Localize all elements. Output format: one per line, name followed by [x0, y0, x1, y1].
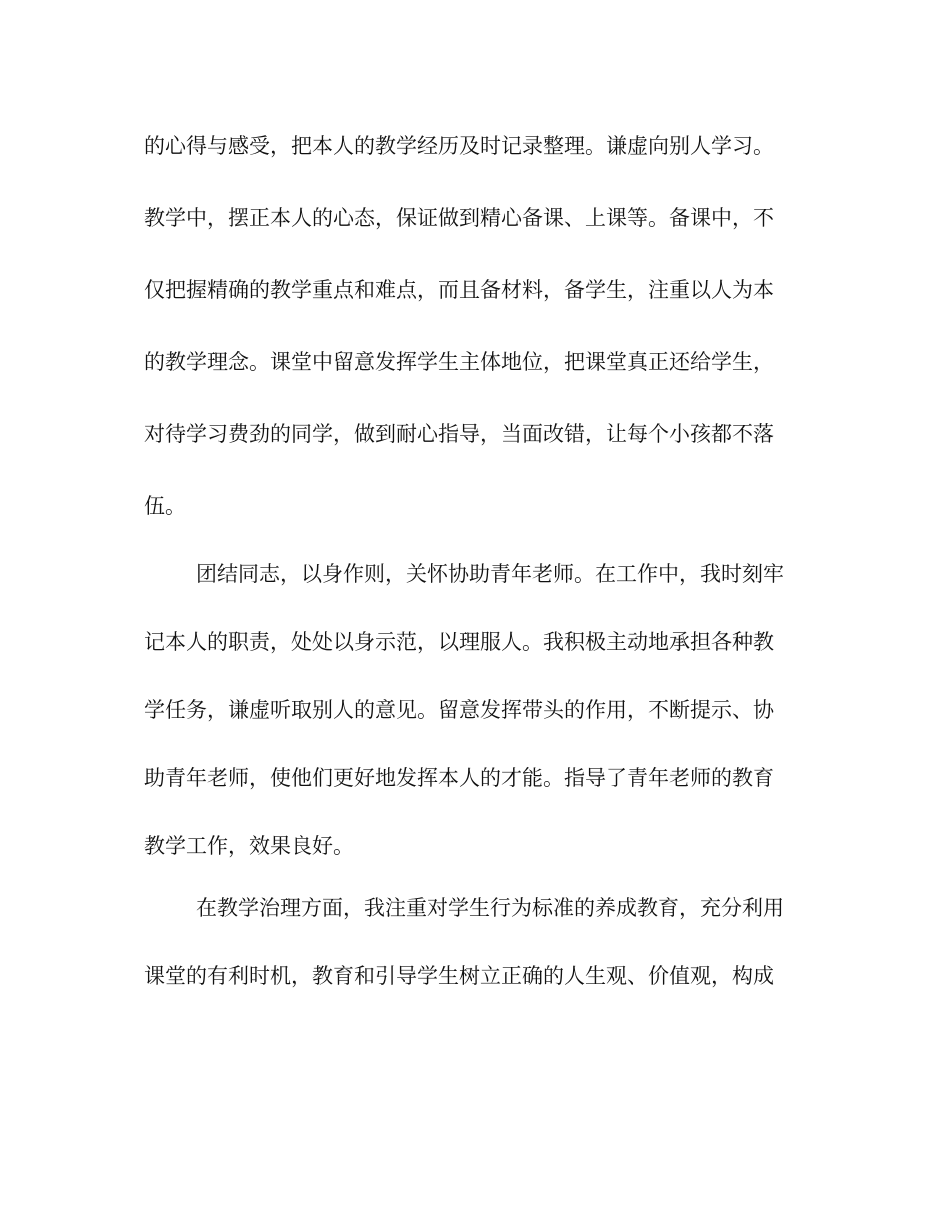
- paragraph-start-line: 在教学治理方面，我注重对学生行为标准的养成教育，充分利用: [196, 896, 784, 920]
- paragraph-start-line: 团结同志，以身作则，关怀协助青年老师。在工作中，我时刻牢: [196, 562, 784, 586]
- text-line-1: 的心得与感受，把本人的教学经历及时记录整理。谦虚向别人学习。: [144, 134, 774, 158]
- text-line-10: 助青年老师，使他们更好地发挥本人的才能。指导了青年老师的教育: [144, 766, 774, 790]
- text-line-5: 对待学习费劲的同学，做到耐心指导，当面改错，让每个小孩都不落: [144, 422, 774, 446]
- text-line-6: 伍。: [144, 494, 186, 518]
- body-text: [144, 134, 814, 988]
- text-line-11: 教学工作，效果良好。: [144, 834, 354, 858]
- text-line-2: 教学中，摆正本人的心态，保证做到精心备课、上课等。备课中，不: [144, 206, 774, 230]
- text-line-13: 课堂的有利时机，教育和引导学生树立正确的人生观、价值观，构成: [144, 964, 774, 988]
- text-line-4: 的教学理念。课堂中留意发挥学生主体地位，把课堂真正还给学生，: [144, 350, 774, 374]
- text-line-9: 学任务，谦虚听取别人的意见。留意发挥带头的作用，不断提示、协: [144, 698, 774, 722]
- text-line-3: 仅把握精确的教学重点和难点，而且备材料，备学生，注重以人为本: [144, 278, 774, 302]
- text-line-8: 记本人的职责，处处以身示范，以理服人。我积极主动地承担各种教: [144, 630, 774, 654]
